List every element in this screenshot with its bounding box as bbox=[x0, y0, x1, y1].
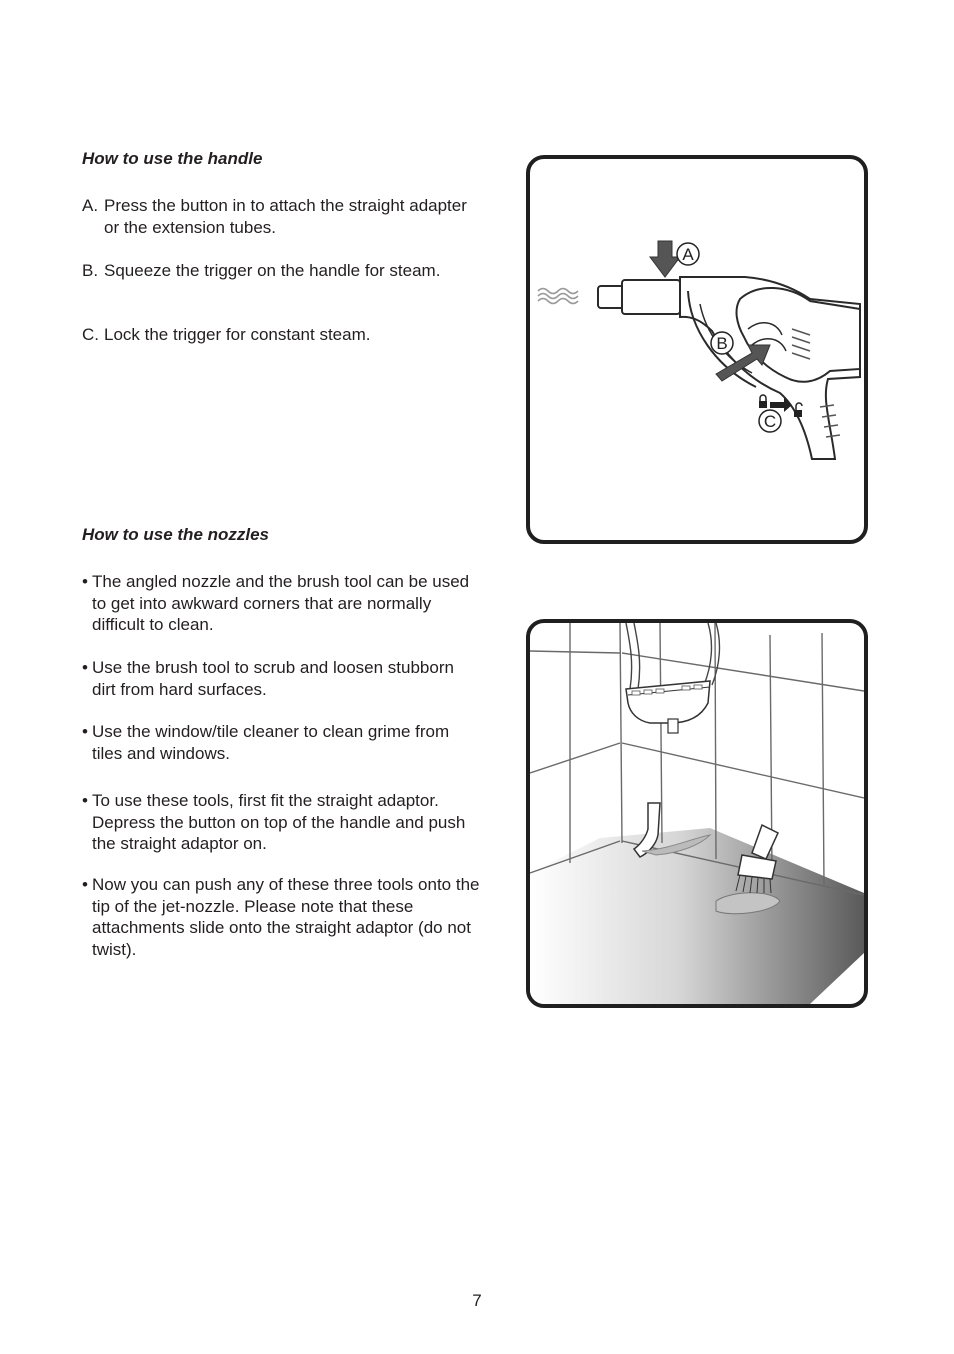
steam-icon bbox=[538, 289, 578, 304]
floor-shape bbox=[530, 828, 864, 1004]
step-text: Lock the trigger for constant steam. bbox=[104, 325, 371, 344]
nozzle-bullet-1 bbox=[82, 571, 482, 636]
nozzle-bullet-4 bbox=[82, 790, 482, 855]
bullet-text: The angled nozzle and the brush tool can be used to get into awkward corners that are normally difficult to clean. bbox=[92, 572, 470, 634]
handle-step-b bbox=[82, 260, 482, 282]
callout-c-label: C bbox=[763, 412, 777, 431]
bullet-text: Now you can push any of these three tools onto the tip of the jet-nozzle. Please note that these attachments slide onto the straight adaptor (do not twist). bbox=[92, 875, 480, 959]
nozzle-bullet-3 bbox=[82, 721, 482, 764]
nozzles-illustration bbox=[526, 619, 868, 1008]
page-number: 7 bbox=[472, 1291, 482, 1310]
bullet-text: Use the brush tool to scrub and loosen stubborn dirt from hard surfaces. bbox=[92, 658, 454, 699]
nozzle-section-heading: How to use the nozzles bbox=[82, 525, 270, 544]
handle-illustration bbox=[526, 155, 868, 544]
handle-section-heading: How to use the handle bbox=[82, 149, 263, 168]
bullet-marker: • bbox=[82, 791, 88, 810]
window-cleaner-icon bbox=[626, 681, 710, 733]
step-text: Press the button in to attach the straight adapter or the extension tubes. bbox=[104, 196, 467, 237]
step-marker: A. bbox=[82, 196, 99, 215]
bullet-marker: • bbox=[82, 658, 88, 677]
handle-step-c bbox=[82, 324, 482, 346]
bullet-marker: • bbox=[82, 572, 88, 591]
handle-drawing bbox=[530, 159, 864, 540]
lock-icon bbox=[759, 395, 767, 408]
bullet-marker: • bbox=[82, 875, 88, 894]
bullet-text: To use these tools, first fit the straight adaptor. Depress the button on top of the handle and push the straight adaptor on. bbox=[92, 791, 466, 853]
step-marker: C. bbox=[82, 325, 99, 344]
arrow-a-icon bbox=[650, 241, 680, 277]
handle-step-a bbox=[82, 195, 482, 238]
nozzles-drawing bbox=[530, 623, 864, 1004]
nozzle-bullet-2 bbox=[82, 657, 482, 700]
callout-b-label: B bbox=[716, 334, 728, 353]
callout-a-label: A bbox=[682, 245, 694, 264]
nozzle-bullet-5 bbox=[82, 874, 482, 960]
bullet-text: Use the window/tile cleaner to clean grime from tiles and windows. bbox=[92, 722, 450, 763]
step-text: Squeeze the trigger on the handle for steam. bbox=[104, 261, 441, 280]
bullet-marker: • bbox=[82, 722, 88, 741]
step-marker: B. bbox=[82, 261, 99, 280]
